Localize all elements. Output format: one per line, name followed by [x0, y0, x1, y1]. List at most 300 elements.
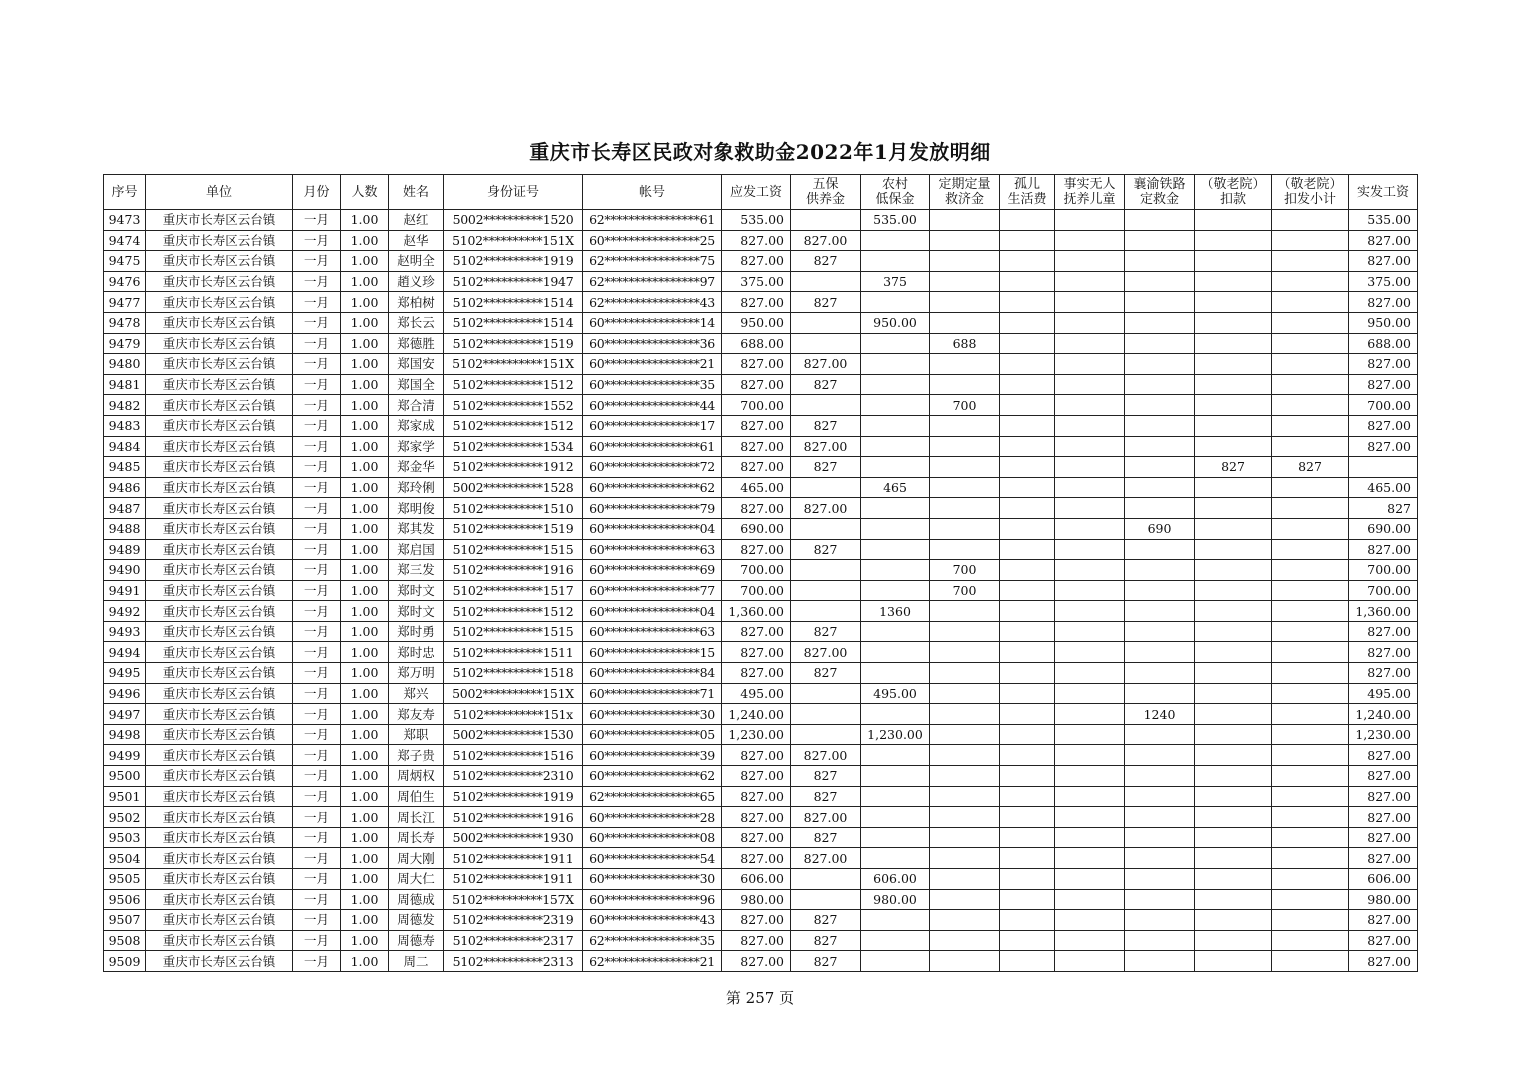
- col-month-cell: 一月: [293, 560, 341, 581]
- col-orphan-cell: [1000, 374, 1055, 395]
- col-people-cell: 1.00: [341, 210, 389, 231]
- col-railway-relief-cell: [1125, 930, 1195, 951]
- col-nursing-subtotal-cell: [1272, 951, 1349, 972]
- col-nursing-deduction-cell: [1195, 848, 1272, 869]
- col-net-pay-cell: 827.00: [1349, 292, 1418, 313]
- col-unattended-child-cell: [1055, 766, 1125, 787]
- col-name-cell: 郑德胜: [389, 333, 444, 354]
- col-relief-cell: [930, 889, 1000, 910]
- col-people-cell: 1.00: [341, 477, 389, 498]
- col-wubao-cell: [791, 889, 861, 910]
- col-nursing-subtotal-cell: [1272, 374, 1349, 395]
- col-wubao-cell: [791, 683, 861, 704]
- col-wubao-cell: [791, 704, 861, 725]
- col-index-cell: 9478: [104, 312, 146, 333]
- col-relief-cell: 700: [930, 580, 1000, 601]
- col-net-pay-cell: 700.00: [1349, 395, 1418, 416]
- col-people-cell: 1.00: [341, 807, 389, 828]
- col-railway-relief-cell: [1125, 210, 1195, 231]
- col-dibao-cell: [861, 910, 930, 931]
- col-net-pay-cell: 827.00: [1349, 807, 1418, 828]
- table-header-row: [104, 175, 1418, 210]
- col-name-cell: 趙义珍: [389, 271, 444, 292]
- col-wubao-cell: 827.00: [791, 745, 861, 766]
- col-unit-cell: 重庆市长寿区云台镇: [146, 560, 293, 581]
- col-dibao-cell: [861, 518, 930, 539]
- col-unattended-child-cell: [1055, 724, 1125, 745]
- col-wubao-cell: 827.00: [791, 848, 861, 869]
- col-id-number-cell: 5102**********1514: [444, 312, 583, 333]
- col-net-pay-cell: 1,240.00: [1349, 704, 1418, 725]
- col-name-cell: 郑职: [389, 724, 444, 745]
- col-railway-relief-cell: [1125, 951, 1195, 972]
- col-index-cell: 9491: [104, 580, 146, 601]
- col-relief-cell: [930, 374, 1000, 395]
- table-row: [104, 518, 1418, 539]
- col-unit-cell: 重庆市长寿区云台镇: [146, 477, 293, 498]
- col-dibao-cell: [861, 848, 930, 869]
- col-id-number-cell: 5102**********1518: [444, 663, 583, 684]
- col-month-cell: 一月: [293, 395, 341, 416]
- col-payable-cell: 1,240.00: [722, 704, 791, 725]
- col-net-pay-cell: 827.00: [1349, 539, 1418, 560]
- col-wubao-cell: 827.00: [791, 436, 861, 457]
- col-unit-cell: 重庆市长寿区云台镇: [146, 210, 293, 231]
- col-nursing-deduction-cell: [1195, 683, 1272, 704]
- col-orphan-cell: [1000, 477, 1055, 498]
- col-payable-cell: 535.00: [722, 210, 791, 231]
- col-account-cell: 60****************96: [583, 889, 722, 910]
- col-unit-cell: 重庆市长寿区云台镇: [146, 539, 293, 560]
- col-railway-relief-cell: [1125, 477, 1195, 498]
- table-row: [104, 354, 1418, 375]
- col-nursing-subtotal-cell: [1272, 230, 1349, 251]
- col-id-number-cell: 5002**********1930: [444, 827, 583, 848]
- col-orphan-cell: [1000, 910, 1055, 931]
- table-row: [104, 436, 1418, 457]
- table-row: [104, 642, 1418, 663]
- col-dibao-cell: [861, 560, 930, 581]
- col-payable-cell: 700.00: [722, 580, 791, 601]
- col-people-cell: 1.00: [341, 704, 389, 725]
- col-railway-relief-cell: [1125, 457, 1195, 478]
- col-month-cell: 一月: [293, 436, 341, 457]
- table-row: [104, 251, 1418, 272]
- col-railway-relief-cell: [1125, 807, 1195, 828]
- col-account-cell: 60****************71: [583, 683, 722, 704]
- col-dibao-cell: [861, 457, 930, 478]
- col-people-cell: 1.00: [341, 683, 389, 704]
- col-month-header: 月份: [293, 175, 341, 210]
- table-row: [104, 580, 1418, 601]
- col-index-cell: 9493: [104, 621, 146, 642]
- col-id-number-cell: 5102**********1512: [444, 374, 583, 395]
- col-index-cell: 9509: [104, 951, 146, 972]
- col-name-cell: 郑时忠: [389, 642, 444, 663]
- col-month-cell: 一月: [293, 374, 341, 395]
- col-people-cell: 1.00: [341, 766, 389, 787]
- col-nursing-subtotal-header: （敬老院） 扣发小计: [1272, 175, 1349, 210]
- col-payable-cell: 827.00: [722, 621, 791, 642]
- col-wubao-cell: [791, 210, 861, 231]
- col-id-number-cell: 5102**********1515: [444, 539, 583, 560]
- col-wubao-cell: 827: [791, 951, 861, 972]
- col-unattended-child-cell: [1055, 889, 1125, 910]
- col-net-pay-cell: 465.00: [1349, 477, 1418, 498]
- table-row: [104, 292, 1418, 313]
- col-net-pay-cell: 827.00: [1349, 230, 1418, 251]
- col-dibao-cell: [861, 642, 930, 663]
- col-nursing-subtotal-cell: [1272, 848, 1349, 869]
- col-nursing-subtotal-cell: [1272, 621, 1349, 642]
- col-unattended-child-cell: [1055, 251, 1125, 272]
- col-account-cell: 60****************72: [583, 457, 722, 478]
- col-railway-relief-cell: [1125, 312, 1195, 333]
- col-unit-cell: 重庆市长寿区云台镇: [146, 457, 293, 478]
- col-net-pay-header: 实发工资: [1349, 175, 1418, 210]
- col-unit-cell: 重庆市长寿区云台镇: [146, 436, 293, 457]
- col-wubao-cell: 827: [791, 910, 861, 931]
- col-unattended-child-cell: [1055, 704, 1125, 725]
- col-nursing-deduction-cell: [1195, 539, 1272, 560]
- col-people-cell: 1.00: [341, 951, 389, 972]
- col-unattended-child-cell: [1055, 498, 1125, 519]
- col-month-cell: 一月: [293, 354, 341, 375]
- table-row: [104, 786, 1418, 807]
- table-row: [104, 271, 1418, 292]
- col-unattended-child-cell: [1055, 663, 1125, 684]
- col-nursing-subtotal-cell: [1272, 642, 1349, 663]
- col-dibao-cell: [861, 230, 930, 251]
- col-railway-relief-cell: [1125, 683, 1195, 704]
- col-wubao-header: 五保 供养金: [791, 175, 861, 210]
- col-name-cell: 周炳权: [389, 766, 444, 787]
- col-name-cell: 赵红: [389, 210, 444, 231]
- col-orphan-cell: [1000, 457, 1055, 478]
- col-dibao-header: 农村 低保金: [861, 175, 930, 210]
- col-unit-cell: 重庆市长寿区云台镇: [146, 312, 293, 333]
- col-dibao-cell: 1,230.00: [861, 724, 930, 745]
- col-account-cell: 62****************35: [583, 930, 722, 951]
- col-unattended-child-cell: [1055, 292, 1125, 313]
- col-unattended-child-cell: [1055, 333, 1125, 354]
- col-unit-cell: 重庆市长寿区云台镇: [146, 745, 293, 766]
- col-payable-cell: 827.00: [722, 498, 791, 519]
- col-net-pay-cell: 827.00: [1349, 436, 1418, 457]
- col-net-pay-cell: 827.00: [1349, 354, 1418, 375]
- col-id-number-cell: 5102**********157X: [444, 889, 583, 910]
- col-unattended-child-cell: [1055, 869, 1125, 890]
- col-wubao-cell: 827: [791, 786, 861, 807]
- col-relief-cell: [930, 210, 1000, 231]
- col-orphan-cell: [1000, 354, 1055, 375]
- col-nursing-deduction-cell: [1195, 807, 1272, 828]
- table-row: [104, 848, 1418, 869]
- col-index-cell: 9483: [104, 415, 146, 436]
- col-dibao-cell: [861, 251, 930, 272]
- col-nursing-deduction-cell: [1195, 210, 1272, 231]
- col-name-cell: 周德成: [389, 889, 444, 910]
- col-nursing-subtotal-cell: [1272, 786, 1349, 807]
- col-dibao-cell: [861, 807, 930, 828]
- col-index-cell: 9474: [104, 230, 146, 251]
- col-unit-cell: 重庆市长寿区云台镇: [146, 848, 293, 869]
- table-row: [104, 312, 1418, 333]
- col-dibao-cell: [861, 539, 930, 560]
- col-railway-relief-cell: [1125, 889, 1195, 910]
- col-id-number-cell: 5102**********2313: [444, 951, 583, 972]
- col-railway-relief-cell: [1125, 786, 1195, 807]
- col-relief-cell: [930, 230, 1000, 251]
- col-people-cell: 1.00: [341, 436, 389, 457]
- page-number: 第 257 页: [725, 989, 795, 1007]
- col-nursing-deduction-cell: 827: [1195, 457, 1272, 478]
- col-month-cell: 一月: [293, 786, 341, 807]
- col-orphan-cell: [1000, 333, 1055, 354]
- col-nursing-deduction-cell: [1195, 292, 1272, 313]
- col-unattended-child-cell: [1055, 951, 1125, 972]
- col-id-number-cell: 5102**********1514: [444, 292, 583, 313]
- col-account-cell: 60****************30: [583, 869, 722, 890]
- col-net-pay-cell: 495.00: [1349, 683, 1418, 704]
- col-name-cell: 郑启国: [389, 539, 444, 560]
- col-nursing-subtotal-cell: [1272, 683, 1349, 704]
- col-railway-relief-header: 襄渝铁路 定救金: [1125, 175, 1195, 210]
- col-railway-relief-cell: [1125, 663, 1195, 684]
- col-dibao-cell: [861, 951, 930, 972]
- col-unit-cell: 重庆市长寿区云台镇: [146, 724, 293, 745]
- col-id-number-cell: 5102**********1512: [444, 415, 583, 436]
- col-unattended-child-cell: [1055, 374, 1125, 395]
- col-month-cell: 一月: [293, 930, 341, 951]
- col-railway-relief-cell: [1125, 621, 1195, 642]
- col-orphan-cell: [1000, 766, 1055, 787]
- col-month-cell: 一月: [293, 724, 341, 745]
- col-dibao-cell: [861, 498, 930, 519]
- col-relief-cell: [930, 869, 1000, 890]
- col-nursing-subtotal-cell: [1272, 415, 1349, 436]
- table-row: [104, 457, 1418, 478]
- col-dibao-cell: 1360: [861, 601, 930, 622]
- col-wubao-cell: 827: [791, 292, 861, 313]
- col-railway-relief-cell: [1125, 724, 1195, 745]
- col-account-header: 帐号: [583, 175, 722, 210]
- col-payable-cell: 827.00: [722, 910, 791, 931]
- col-unattended-child-cell: [1055, 621, 1125, 642]
- col-id-number-cell: 5102**********151X: [444, 354, 583, 375]
- col-people-cell: 1.00: [341, 848, 389, 869]
- col-unit-cell: 重庆市长寿区云台镇: [146, 621, 293, 642]
- col-dibao-cell: [861, 354, 930, 375]
- col-account-cell: 60****************04: [583, 601, 722, 622]
- col-unit-cell: 重庆市长寿区云台镇: [146, 395, 293, 416]
- col-orphan-cell: [1000, 210, 1055, 231]
- col-payable-cell: 827.00: [722, 436, 791, 457]
- col-nursing-subtotal-cell: [1272, 539, 1349, 560]
- col-nursing-subtotal-cell: [1272, 580, 1349, 601]
- col-account-cell: 60****************05: [583, 724, 722, 745]
- col-relief-cell: [930, 910, 1000, 931]
- col-relief-cell: [930, 663, 1000, 684]
- col-dibao-cell: [861, 745, 930, 766]
- col-dibao-cell: [861, 704, 930, 725]
- col-index-cell: 9486: [104, 477, 146, 498]
- col-payable-cell: 465.00: [722, 477, 791, 498]
- col-id-number-cell: 5102**********2310: [444, 766, 583, 787]
- col-unit-cell: 重庆市长寿区云台镇: [146, 601, 293, 622]
- col-id-number-cell: 5102**********1911: [444, 848, 583, 869]
- col-id-number-cell: 5102**********1516: [444, 745, 583, 766]
- col-orphan-cell: [1000, 848, 1055, 869]
- col-net-pay-cell: 827.00: [1349, 745, 1418, 766]
- col-relief-cell: [930, 292, 1000, 313]
- col-payable-cell: 827.00: [722, 642, 791, 663]
- col-net-pay-cell: 535.00: [1349, 210, 1418, 231]
- col-account-cell: 62****************75: [583, 251, 722, 272]
- col-railway-relief-cell: [1125, 560, 1195, 581]
- col-account-cell: 60****************36: [583, 333, 722, 354]
- col-nursing-subtotal-cell: [1272, 910, 1349, 931]
- col-wubao-cell: 827.00: [791, 230, 861, 251]
- col-orphan-cell: [1000, 395, 1055, 416]
- col-dibao-cell: [861, 580, 930, 601]
- col-dibao-cell: [861, 395, 930, 416]
- col-account-cell: 60****************69: [583, 560, 722, 581]
- col-people-cell: 1.00: [341, 271, 389, 292]
- col-unit-cell: 重庆市长寿区云台镇: [146, 333, 293, 354]
- table-row: [104, 601, 1418, 622]
- col-month-cell: 一月: [293, 869, 341, 890]
- col-name-cell: 郑国全: [389, 374, 444, 395]
- col-unattended-child-cell: [1055, 642, 1125, 663]
- col-people-cell: 1.00: [341, 889, 389, 910]
- col-account-cell: 60****************62: [583, 766, 722, 787]
- col-relief-cell: [930, 601, 1000, 622]
- col-month-cell: 一月: [293, 951, 341, 972]
- col-month-cell: 一月: [293, 766, 341, 787]
- col-id-number-cell: 5002**********1528: [444, 477, 583, 498]
- col-orphan-cell: [1000, 786, 1055, 807]
- col-name-cell: 郑时文: [389, 580, 444, 601]
- col-unit-cell: 重庆市长寿区云台镇: [146, 683, 293, 704]
- col-dibao-cell: 465: [861, 477, 930, 498]
- col-orphan-cell: [1000, 951, 1055, 972]
- col-people-cell: 1.00: [341, 518, 389, 539]
- col-people-cell: 1.00: [341, 642, 389, 663]
- col-payable-cell: 606.00: [722, 869, 791, 890]
- col-railway-relief-cell: [1125, 580, 1195, 601]
- col-unit-cell: 重庆市长寿区云台镇: [146, 930, 293, 951]
- col-name-header: 姓名: [389, 175, 444, 210]
- col-unattended-child-cell: [1055, 601, 1125, 622]
- col-nursing-deduction-header: （敬老院） 扣款: [1195, 175, 1272, 210]
- col-nursing-subtotal-cell: [1272, 271, 1349, 292]
- col-wubao-cell: 827: [791, 539, 861, 560]
- col-people-cell: 1.00: [341, 580, 389, 601]
- col-relief-cell: [930, 436, 1000, 457]
- col-nursing-subtotal-cell: [1272, 251, 1349, 272]
- col-unit-cell: 重庆市长寿区云台镇: [146, 292, 293, 313]
- col-nursing-deduction-cell: [1195, 930, 1272, 951]
- col-net-pay-cell: 827.00: [1349, 848, 1418, 869]
- col-nursing-subtotal-cell: [1272, 477, 1349, 498]
- col-net-pay-cell: 827.00: [1349, 910, 1418, 931]
- col-index-cell: 9500: [104, 766, 146, 787]
- col-payable-cell: 827.00: [722, 457, 791, 478]
- col-month-cell: 一月: [293, 498, 341, 519]
- col-nursing-subtotal-cell: [1272, 210, 1349, 231]
- col-nursing-subtotal-cell: [1272, 436, 1349, 457]
- col-relief-cell: [930, 518, 1000, 539]
- col-month-cell: 一月: [293, 642, 341, 663]
- col-unit-cell: 重庆市长寿区云台镇: [146, 374, 293, 395]
- col-index-cell: 9497: [104, 704, 146, 725]
- col-payable-cell: 827.00: [722, 292, 791, 313]
- col-unit-cell: 重庆市长寿区云台镇: [146, 766, 293, 787]
- col-payable-cell: 1,230.00: [722, 724, 791, 745]
- col-orphan-cell: [1000, 560, 1055, 581]
- col-relief-cell: [930, 354, 1000, 375]
- col-wubao-cell: 827.00: [791, 498, 861, 519]
- col-orphan-cell: [1000, 601, 1055, 622]
- col-orphan-cell: [1000, 230, 1055, 251]
- col-railway-relief-cell: [1125, 395, 1195, 416]
- col-net-pay-cell: 1,230.00: [1349, 724, 1418, 745]
- col-nursing-deduction-cell: [1195, 910, 1272, 931]
- col-nursing-deduction-cell: [1195, 436, 1272, 457]
- col-nursing-deduction-cell: [1195, 663, 1272, 684]
- col-index-cell: 9505: [104, 869, 146, 890]
- col-railway-relief-cell: [1125, 745, 1195, 766]
- col-id-number-cell: 5102**********1916: [444, 807, 583, 828]
- col-name-cell: 郑国安: [389, 354, 444, 375]
- col-index-cell: 9480: [104, 354, 146, 375]
- col-wubao-cell: [791, 395, 861, 416]
- col-wubao-cell: [791, 869, 861, 890]
- col-orphan-cell: [1000, 436, 1055, 457]
- col-unattended-child-cell: [1055, 271, 1125, 292]
- col-net-pay-cell: 980.00: [1349, 889, 1418, 910]
- col-nursing-subtotal-cell: 827: [1272, 457, 1349, 478]
- col-unit-cell: 重庆市长寿区云台镇: [146, 415, 293, 436]
- col-account-cell: 60****************77: [583, 580, 722, 601]
- col-id-number-cell: 5102**********1519: [444, 518, 583, 539]
- table-row: [104, 827, 1418, 848]
- col-railway-relief-cell: [1125, 333, 1195, 354]
- col-id-number-cell: 5102**********151X: [444, 230, 583, 251]
- col-nursing-deduction-cell: [1195, 354, 1272, 375]
- col-net-pay-cell: [1349, 457, 1418, 478]
- col-orphan-cell: [1000, 869, 1055, 890]
- col-relief-cell: [930, 457, 1000, 478]
- col-account-cell: 60****************28: [583, 807, 722, 828]
- col-account-cell: 60****************62: [583, 477, 722, 498]
- col-net-pay-cell: 827.00: [1349, 621, 1418, 642]
- col-orphan-cell: [1000, 251, 1055, 272]
- col-nursing-deduction-cell: [1195, 642, 1272, 663]
- col-nursing-subtotal-cell: [1272, 745, 1349, 766]
- table-row: [104, 230, 1418, 251]
- col-payable-cell: 827.00: [722, 415, 791, 436]
- col-account-cell: 60****************84: [583, 663, 722, 684]
- col-relief-header: 定期定量 救济金: [930, 175, 1000, 210]
- col-wubao-cell: [791, 580, 861, 601]
- col-unit-cell: 重庆市长寿区云台镇: [146, 869, 293, 890]
- col-orphan-cell: [1000, 663, 1055, 684]
- col-payable-cell: 495.00: [722, 683, 791, 704]
- col-month-cell: 一月: [293, 415, 341, 436]
- col-unattended-child-cell: [1055, 539, 1125, 560]
